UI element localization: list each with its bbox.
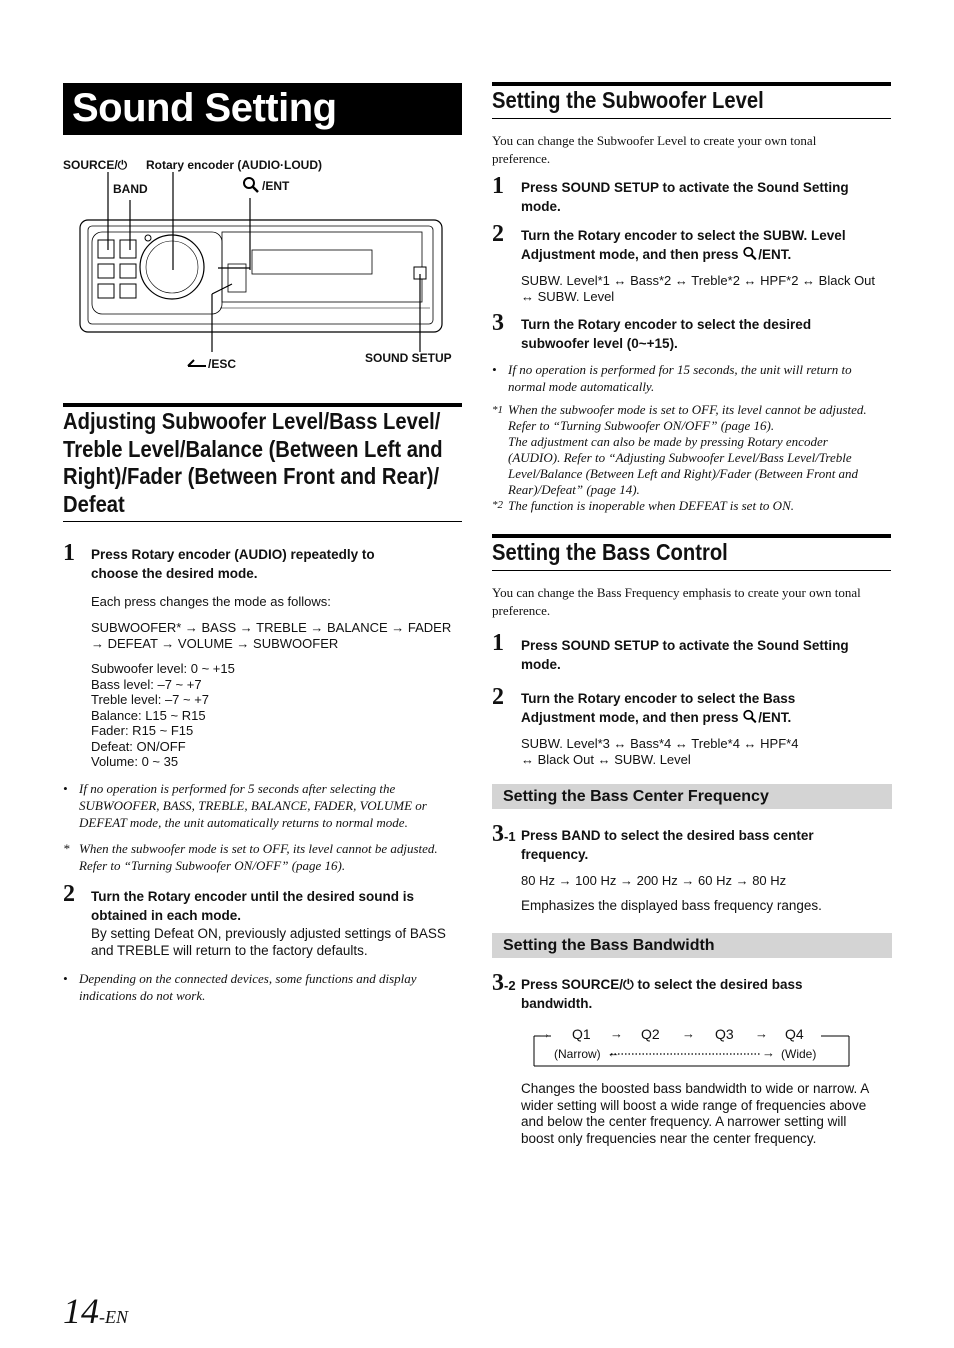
bass-sequence: SUBW. Level*3 ↔ Bass*4 ↔ Treble*4 ↔ HPF*4 ↔ Black Out ↔ SUBW. Level — [521, 736, 799, 767]
bullet-marker: • — [63, 781, 68, 796]
section-rule-bottom — [492, 570, 891, 571]
arrow-left-icon: ← — [607, 1045, 620, 1060]
bass-step-3-2: Press SOURCE/⏻ to select the desired bass bandwidth. — [521, 977, 803, 1011]
each-press-text: Each press changes the mode as follows: — [91, 594, 331, 609]
arrow-icon: → — [755, 1026, 768, 1041]
bandwidth-heading: Setting the Bass Bandwidth — [492, 933, 892, 958]
q-label: Q4 — [785, 1026, 804, 1042]
bullet-marker: • — [63, 971, 68, 986]
sub-footnote-2: The function is inoperable when DEFEAT is set to ON. — [508, 498, 794, 513]
step-number: 1 — [492, 173, 504, 199]
search-icon — [742, 710, 758, 725]
q-label: Q3 — [715, 1026, 734, 1042]
section-rule-bottom — [492, 118, 891, 119]
step-number: 3-1 — [492, 821, 516, 847]
arrow-icon: → — [682, 1026, 695, 1041]
footnote-marker-2: *2 — [492, 499, 503, 511]
bass-step-2: Turn the Rotary encoder to select the Bass Adjustment mode, and then press /ENT. — [521, 691, 796, 725]
range-list: Subwoofer level: 0 ~ +15 Bass level: –7 ~ +7 Treble level: –7 ~ +7 Balance: L15 ~ R15 Fader: R15 ~ F15 Defeat: ON/OFF Volume: 0 ~ 35 — [91, 661, 235, 769]
q-label: Q1 — [572, 1026, 591, 1042]
note-devices: Depending on the connected devices, some functions and display indications do not work. — [79, 971, 417, 1003]
subwoofer-heading: Setting the Subwoofer Level — [492, 87, 764, 113]
footnote-marker-1: *1 — [492, 404, 503, 416]
page-title: Sound Setting — [72, 86, 337, 130]
sub-step-2: Turn the Rotary encoder to select the SUBW. Level Adjustment mode, and then press /ENT. — [521, 228, 846, 262]
search-icon — [742, 247, 758, 262]
sub-step-3: Turn the Rotary encoder to select the desired subwoofer level (0~+15). — [521, 317, 812, 351]
head-unit-diagram — [70, 170, 462, 365]
step-1-text: Press Rotary encoder (AUDIO) repeatedly to choose the desired mode. — [91, 547, 375, 581]
bass-heading: Setting the Bass Control — [492, 539, 728, 565]
step-number: 3-2 — [492, 970, 516, 996]
arrow-icon: → — [538, 1026, 551, 1041]
bass-step-1: Press SOUND SETUP to activate the Sound Setting mode. — [521, 638, 849, 672]
mode-sequence: SUBWOOFER* → BASS → TREBLE → BALANCE → FADER → DEFEAT → VOLUME → SUBWOOFER — [91, 620, 452, 651]
page-number: 14-EN — [63, 1291, 128, 1331]
center-frequency-heading: Setting the Bass Center Frequency — [492, 784, 892, 809]
adjust-heading: Adjusting Subwoofer Level/Bass Level/ Treble Level/Balance (Between Left and Right)/Fader (Between Front and Rear)/ Defeat — [63, 408, 443, 517]
arrow-right-icon: → — [762, 1045, 775, 1060]
sub-footnote-1: When the subwoofer mode is set to OFF, its level cannot be adjusted. Refer to “Turning Subwoofer ON/OFF” (page 16). The adjustment can also be made by pressing Rotary encoder (AUDIO). Refer to “Adjusting Subwoofer Level/Bass Level/Treble Level/Balance (Between Left and Right)/Fader (Between Front and Rear)/Defeat” (page 14). — [508, 402, 867, 497]
diagram-label-sound-setup: SOUND SETUP — [365, 351, 452, 365]
back-icon — [186, 356, 208, 375]
note-timeout: If no operation is performed for 5 seconds after selecting the SUBWOOFER, BASS, TREBLE, BALANCE, FADER, VOLUME or DEFEAT mode, the unit automatically returns to normal mode. — [79, 781, 427, 830]
section-rule-bottom — [63, 521, 462, 522]
step-number: 2 — [63, 881, 75, 907]
page-title-banner — [63, 83, 462, 135]
diagram-label-rotary: Rotary encoder (AUDIO·LOUD) — [146, 158, 323, 172]
frequency-sequence: 80 Hz → 100 Hz → 200 Hz → 60 Hz → 80 Hz — [521, 873, 787, 888]
bandwidth-body: Changes the boosted bass bandwidth to wide or narrow. A wider setting will boost a wide range of frequencies above and below the center frequency. A narrower setting will boost only frequencies near the center frequency. — [521, 1081, 870, 1146]
diagram-label-esc: /ESC — [208, 357, 237, 371]
step-number: 2 — [492, 221, 504, 247]
step-number: 1 — [63, 540, 75, 566]
frequency-body: Emphasizes the displayed bass frequency ranges. — [521, 898, 822, 913]
diagram-label-source: SOURCE/⏻ — [63, 158, 128, 172]
step-number: 1 — [492, 630, 504, 656]
wide-label: (Wide) — [781, 1047, 817, 1061]
sub-sequence: SUBW. Level*1 ↔ Bass*2 ↔ Treble*2 ↔ HPF*2 ↔ Black Out ↔ SUBW. Level — [521, 273, 876, 304]
subwoofer-intro: You can change the Subwoofer Level to create your own tonal preference. — [492, 133, 817, 166]
asterisk-marker: * — [63, 841, 70, 856]
step-2-body: By setting Defeat ON, previously adjusted settings of BASS and TREBLE will return to the factory defaults. — [91, 926, 446, 958]
diagram-label-ent: /ENT — [262, 179, 290, 193]
bass-step-3-1: Press BAND to select the desired bass center frequency. — [521, 828, 814, 862]
step-number: 3 — [492, 310, 504, 336]
arrow-icon: → — [610, 1026, 623, 1041]
note-subwoofer-off: When the subwoofer mode is set to OFF, its level cannot be adjusted. Refer to “Turning Subwoofer ON/OFF” (page 16). — [79, 841, 438, 873]
q-label: Q2 — [641, 1026, 660, 1042]
section-rule-top — [63, 403, 462, 407]
narrow-label: (Narrow) — [554, 1047, 601, 1061]
bullet-marker: • — [492, 362, 497, 377]
step-number: 2 — [492, 684, 504, 710]
sub-note-timeout: If no operation is performed for 15 seconds, the unit will return to normal mode automatically. — [508, 362, 852, 394]
bass-intro: You can change the Bass Frequency emphasis to create your own tonal preference. — [492, 585, 861, 618]
diagram-label-band: BAND — [113, 182, 148, 196]
sub-step-1: Press SOUND SETUP to activate the Sound Setting mode. — [521, 180, 849, 214]
step-2-text: Turn the Rotary encoder until the desired sound is obtained in each mode. — [91, 889, 415, 923]
